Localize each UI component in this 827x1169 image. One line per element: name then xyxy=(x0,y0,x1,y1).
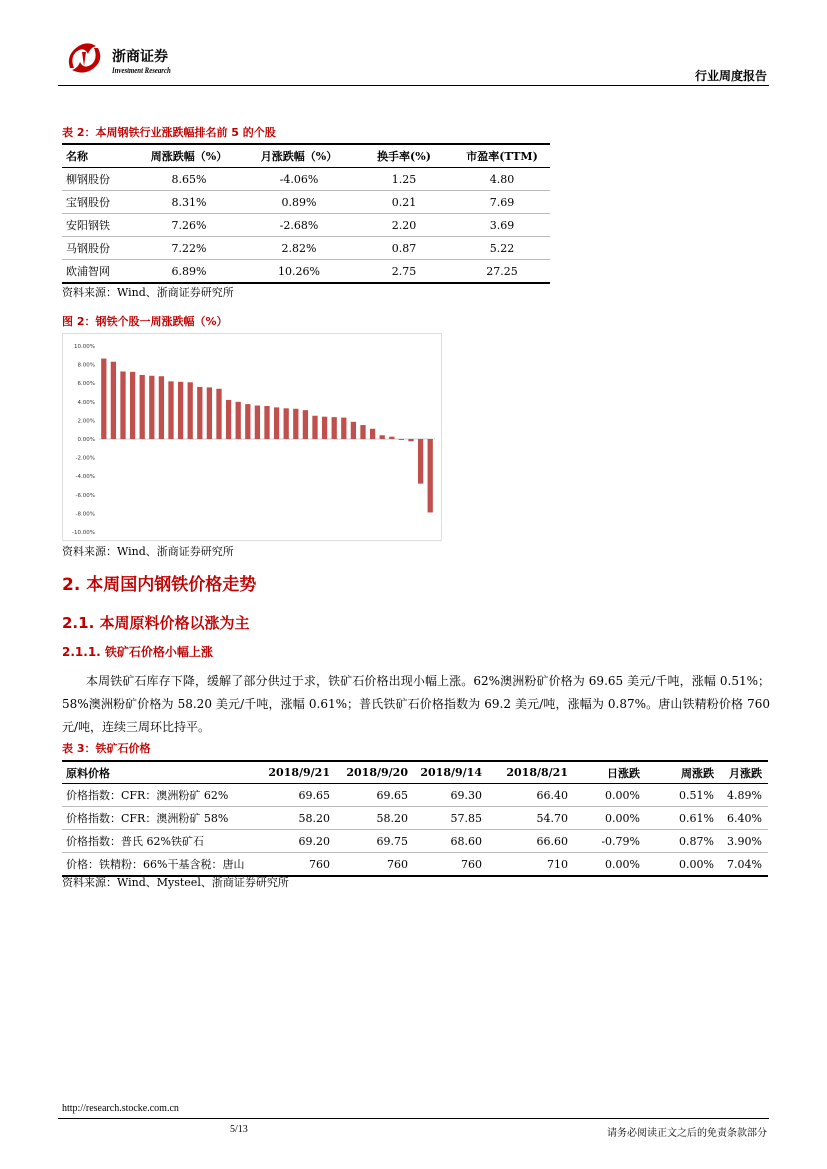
page-number: 5/13 xyxy=(230,1124,248,1135)
table2-row xyxy=(62,260,550,284)
table-cell: 760 xyxy=(414,853,488,877)
table-cell: 54.70 xyxy=(488,807,574,830)
table-cell: 0.00% xyxy=(574,807,646,830)
table-cell: 6.40% xyxy=(720,807,768,830)
table-cell: 欧浦智网 xyxy=(62,260,134,284)
footer-url[interactable]: http://research.stocke.com.cn xyxy=(62,1103,179,1114)
table-cell: 0.51% xyxy=(646,784,720,807)
y-tick-label: -6.00% xyxy=(75,492,95,499)
table-cell: 57.85 xyxy=(414,807,488,830)
report-type: 行业周度报告 xyxy=(694,69,767,83)
logo-chinese-text: 浙商证券 xyxy=(112,49,168,65)
chart-bar xyxy=(236,402,241,439)
table-cell: 2.75 xyxy=(354,260,454,284)
logo-english-text: Investment Research xyxy=(112,66,171,75)
table3-row xyxy=(62,853,768,877)
table-cell: 价格指数：普氏 62%铁矿石 xyxy=(62,830,258,853)
table-cell: 0.00% xyxy=(574,784,646,807)
iron-ore-paragraph: 本周铁矿石库存下降，缓解了部分供过于求，铁矿石价格出现小幅上涨。62%澳洲粉矿价格为 69.65 美元/千吨，涨幅 0.51%；58%澳洲粉矿价格为 58.20 美元/千吨，涨幅 0.61%；普氏铁矿石价格指数为 69.2 美元/吨，涨幅为 0.87%。唐山铁精粉价格 760 元/吨，连续三周环比持平。 xyxy=(62,674,770,734)
table-cell: 760 xyxy=(258,853,336,877)
table-cell: 8.31% xyxy=(134,191,244,214)
table-cell: 69.65 xyxy=(258,784,336,807)
table-cell: 69.20 xyxy=(258,830,336,853)
section-heading-2-1-1: 2.1.1. 铁矿石价格小幅上涨 xyxy=(62,645,213,659)
chart-bar xyxy=(197,387,202,439)
table2-header: 换手率(%) xyxy=(354,144,454,168)
chart-bar xyxy=(111,362,116,439)
table-cell: 27.25 xyxy=(454,260,550,284)
table3-header: 2018/9/20 xyxy=(336,761,414,784)
chart-bar xyxy=(312,416,317,439)
chart-bar xyxy=(274,407,279,439)
table-cell: 68.60 xyxy=(414,830,488,853)
table2-header: 月涨跌幅（%） xyxy=(244,144,354,168)
table-cell: 5.22 xyxy=(454,237,550,260)
chart-bar xyxy=(130,372,135,439)
chart-bar xyxy=(389,437,394,439)
table-cell: -2.68% xyxy=(244,214,354,237)
table-cell: 58.20 xyxy=(336,807,414,830)
table-cell: 710 xyxy=(488,853,574,877)
figure2-source: 资料来源：Wind、浙商证券研究所 xyxy=(62,545,234,558)
table3-header: 2018/9/14 xyxy=(414,761,488,784)
table2-row xyxy=(62,237,550,260)
table-cell: 价格指数：CFR：澳洲粉矿 62% xyxy=(62,784,258,807)
table3-source: 资料来源：Wind、Mysteel、浙商证券研究所 xyxy=(62,876,289,889)
table3-header: 2018/8/21 xyxy=(488,761,574,784)
table-cell: 2.82% xyxy=(244,237,354,260)
chart-bar xyxy=(351,422,356,439)
y-tick-label: 2.00% xyxy=(77,418,95,425)
table-cell: 4.89% xyxy=(720,784,768,807)
table-cell: 760 xyxy=(336,853,414,877)
y-tick-label: -10.00% xyxy=(72,530,95,536)
table-cell: 3.90% xyxy=(720,830,768,853)
y-tick-label: -4.00% xyxy=(75,474,95,481)
figure2-caption: 图 2：钢铁个股一周涨跌幅（%） xyxy=(62,315,228,328)
table-cell: 价格指数：CFR：澳洲粉矿 58% xyxy=(62,807,258,830)
table-cell: 0.89% xyxy=(244,191,354,214)
table-cell: 69.75 xyxy=(336,830,414,853)
chart-bar xyxy=(380,435,385,439)
chart-bar xyxy=(207,387,212,439)
chart-bar xyxy=(428,439,433,512)
y-tick-label: 8.00% xyxy=(77,362,95,369)
chart-bar xyxy=(341,418,346,439)
table-cell: 66.40 xyxy=(488,784,574,807)
table-cell: 66.60 xyxy=(488,830,574,853)
table-cell: 安阳钢铁 xyxy=(62,214,134,237)
chart-bar xyxy=(322,417,327,439)
table-cell: 58.20 xyxy=(258,807,336,830)
table-cell: -4.06% xyxy=(244,168,354,191)
table-cell: 6.89% xyxy=(134,260,244,284)
footer-divider xyxy=(58,1118,769,1119)
chart-bar xyxy=(149,376,154,439)
table-cell: 0.00% xyxy=(574,853,646,877)
chart-bar xyxy=(408,439,413,441)
chart-bar xyxy=(293,409,298,439)
y-tick-label: 0.00% xyxy=(77,437,95,443)
stock-change-chart xyxy=(62,333,442,541)
chart-bar xyxy=(284,408,289,439)
table-cell: 2.20 xyxy=(354,214,454,237)
chart-bar xyxy=(245,404,250,439)
table2-header: 周涨跌幅（%） xyxy=(134,144,244,168)
chart-bar xyxy=(226,400,231,439)
section-heading-2-1: 2.1. 本周原料价格以涨为主 xyxy=(62,614,250,632)
table-cell: 0.00% xyxy=(646,853,720,877)
table3-caption: 表 3：铁矿石价格 xyxy=(62,742,151,755)
table3-row xyxy=(62,830,768,853)
table2-row xyxy=(62,191,550,214)
table2-row xyxy=(62,168,550,191)
table3-header: 原料价格 xyxy=(62,761,258,784)
chart-bar xyxy=(399,439,404,440)
chart-bar xyxy=(370,429,375,439)
section-heading-2: 2. 本周国内钢铁价格走势 xyxy=(62,575,257,595)
table3-header: 月涨跌 xyxy=(720,761,768,784)
chart-bar xyxy=(360,425,365,439)
table-cell: 69.30 xyxy=(414,784,488,807)
table-cell: 4.80 xyxy=(454,168,550,191)
y-tick-label: 10.00% xyxy=(74,344,95,350)
logo-icon xyxy=(64,40,104,76)
table2-caption: 表 2：本周钢铁行业涨跌幅排名前 5 的个股 xyxy=(62,126,276,139)
table-cell: 69.65 xyxy=(336,784,414,807)
chart-bar xyxy=(332,417,337,439)
table3-row xyxy=(62,784,768,807)
table-cell: 8.65% xyxy=(134,168,244,191)
table3-header: 日涨跌 xyxy=(574,761,646,784)
chart-bar xyxy=(216,389,221,439)
table-cell: 1.25 xyxy=(354,168,454,191)
table-cell: 7.22% xyxy=(134,237,244,260)
table-cell: -0.79% xyxy=(574,830,646,853)
chart-bar xyxy=(178,382,183,439)
table3-header: 周涨跌 xyxy=(646,761,720,784)
chart-bar xyxy=(264,406,269,439)
table-cell: 0.21 xyxy=(354,191,454,214)
table-cell: 7.26% xyxy=(134,214,244,237)
y-tick-label: -8.00% xyxy=(75,511,95,518)
chart-bar xyxy=(303,410,308,439)
y-tick-label: 6.00% xyxy=(77,381,95,388)
chart-bar xyxy=(101,359,106,439)
y-tick-label: 4.00% xyxy=(77,399,95,406)
table2-header: 市盈率(TTM) xyxy=(454,144,550,168)
chart-bar xyxy=(159,376,164,439)
chart-bar xyxy=(188,382,193,439)
chart-bar xyxy=(418,439,423,484)
disclaimer-note: 请务必阅读正文之后的免责条款部分 xyxy=(607,1128,767,1139)
chart-bar xyxy=(120,371,125,439)
table-cell: 7.69 xyxy=(454,191,550,214)
table2-row xyxy=(62,214,550,237)
table-cell: 宝钢股份 xyxy=(62,191,134,214)
table-cell: 3.69 xyxy=(454,214,550,237)
top5-stocks-table xyxy=(62,143,550,284)
iron-ore-price-table xyxy=(62,760,768,877)
table3-row xyxy=(62,807,768,830)
table2-header: 名称 xyxy=(62,144,134,168)
table-cell: 0.61% xyxy=(646,807,720,830)
chart-bar xyxy=(140,375,145,439)
stock-change-chart-svg xyxy=(63,334,441,540)
y-tick-label: -2.00% xyxy=(75,455,95,462)
table3-header: 2018/9/21 xyxy=(258,761,336,784)
chart-bar xyxy=(255,406,260,439)
table-cell: 10.26% xyxy=(244,260,354,284)
table-cell: 柳钢股份 xyxy=(62,168,134,191)
table-cell: 马钢股份 xyxy=(62,237,134,260)
table-cell: 0.87 xyxy=(354,237,454,260)
chart-bar xyxy=(168,381,173,439)
table-cell: 0.87% xyxy=(646,830,720,853)
table-cell: 7.04% xyxy=(720,853,768,877)
table2-source: 资料来源：Wind、浙商证券研究所 xyxy=(62,286,234,299)
header-divider xyxy=(58,85,769,86)
table-cell: 价格：铁精粉：66%干基含税：唐山 xyxy=(62,853,258,877)
